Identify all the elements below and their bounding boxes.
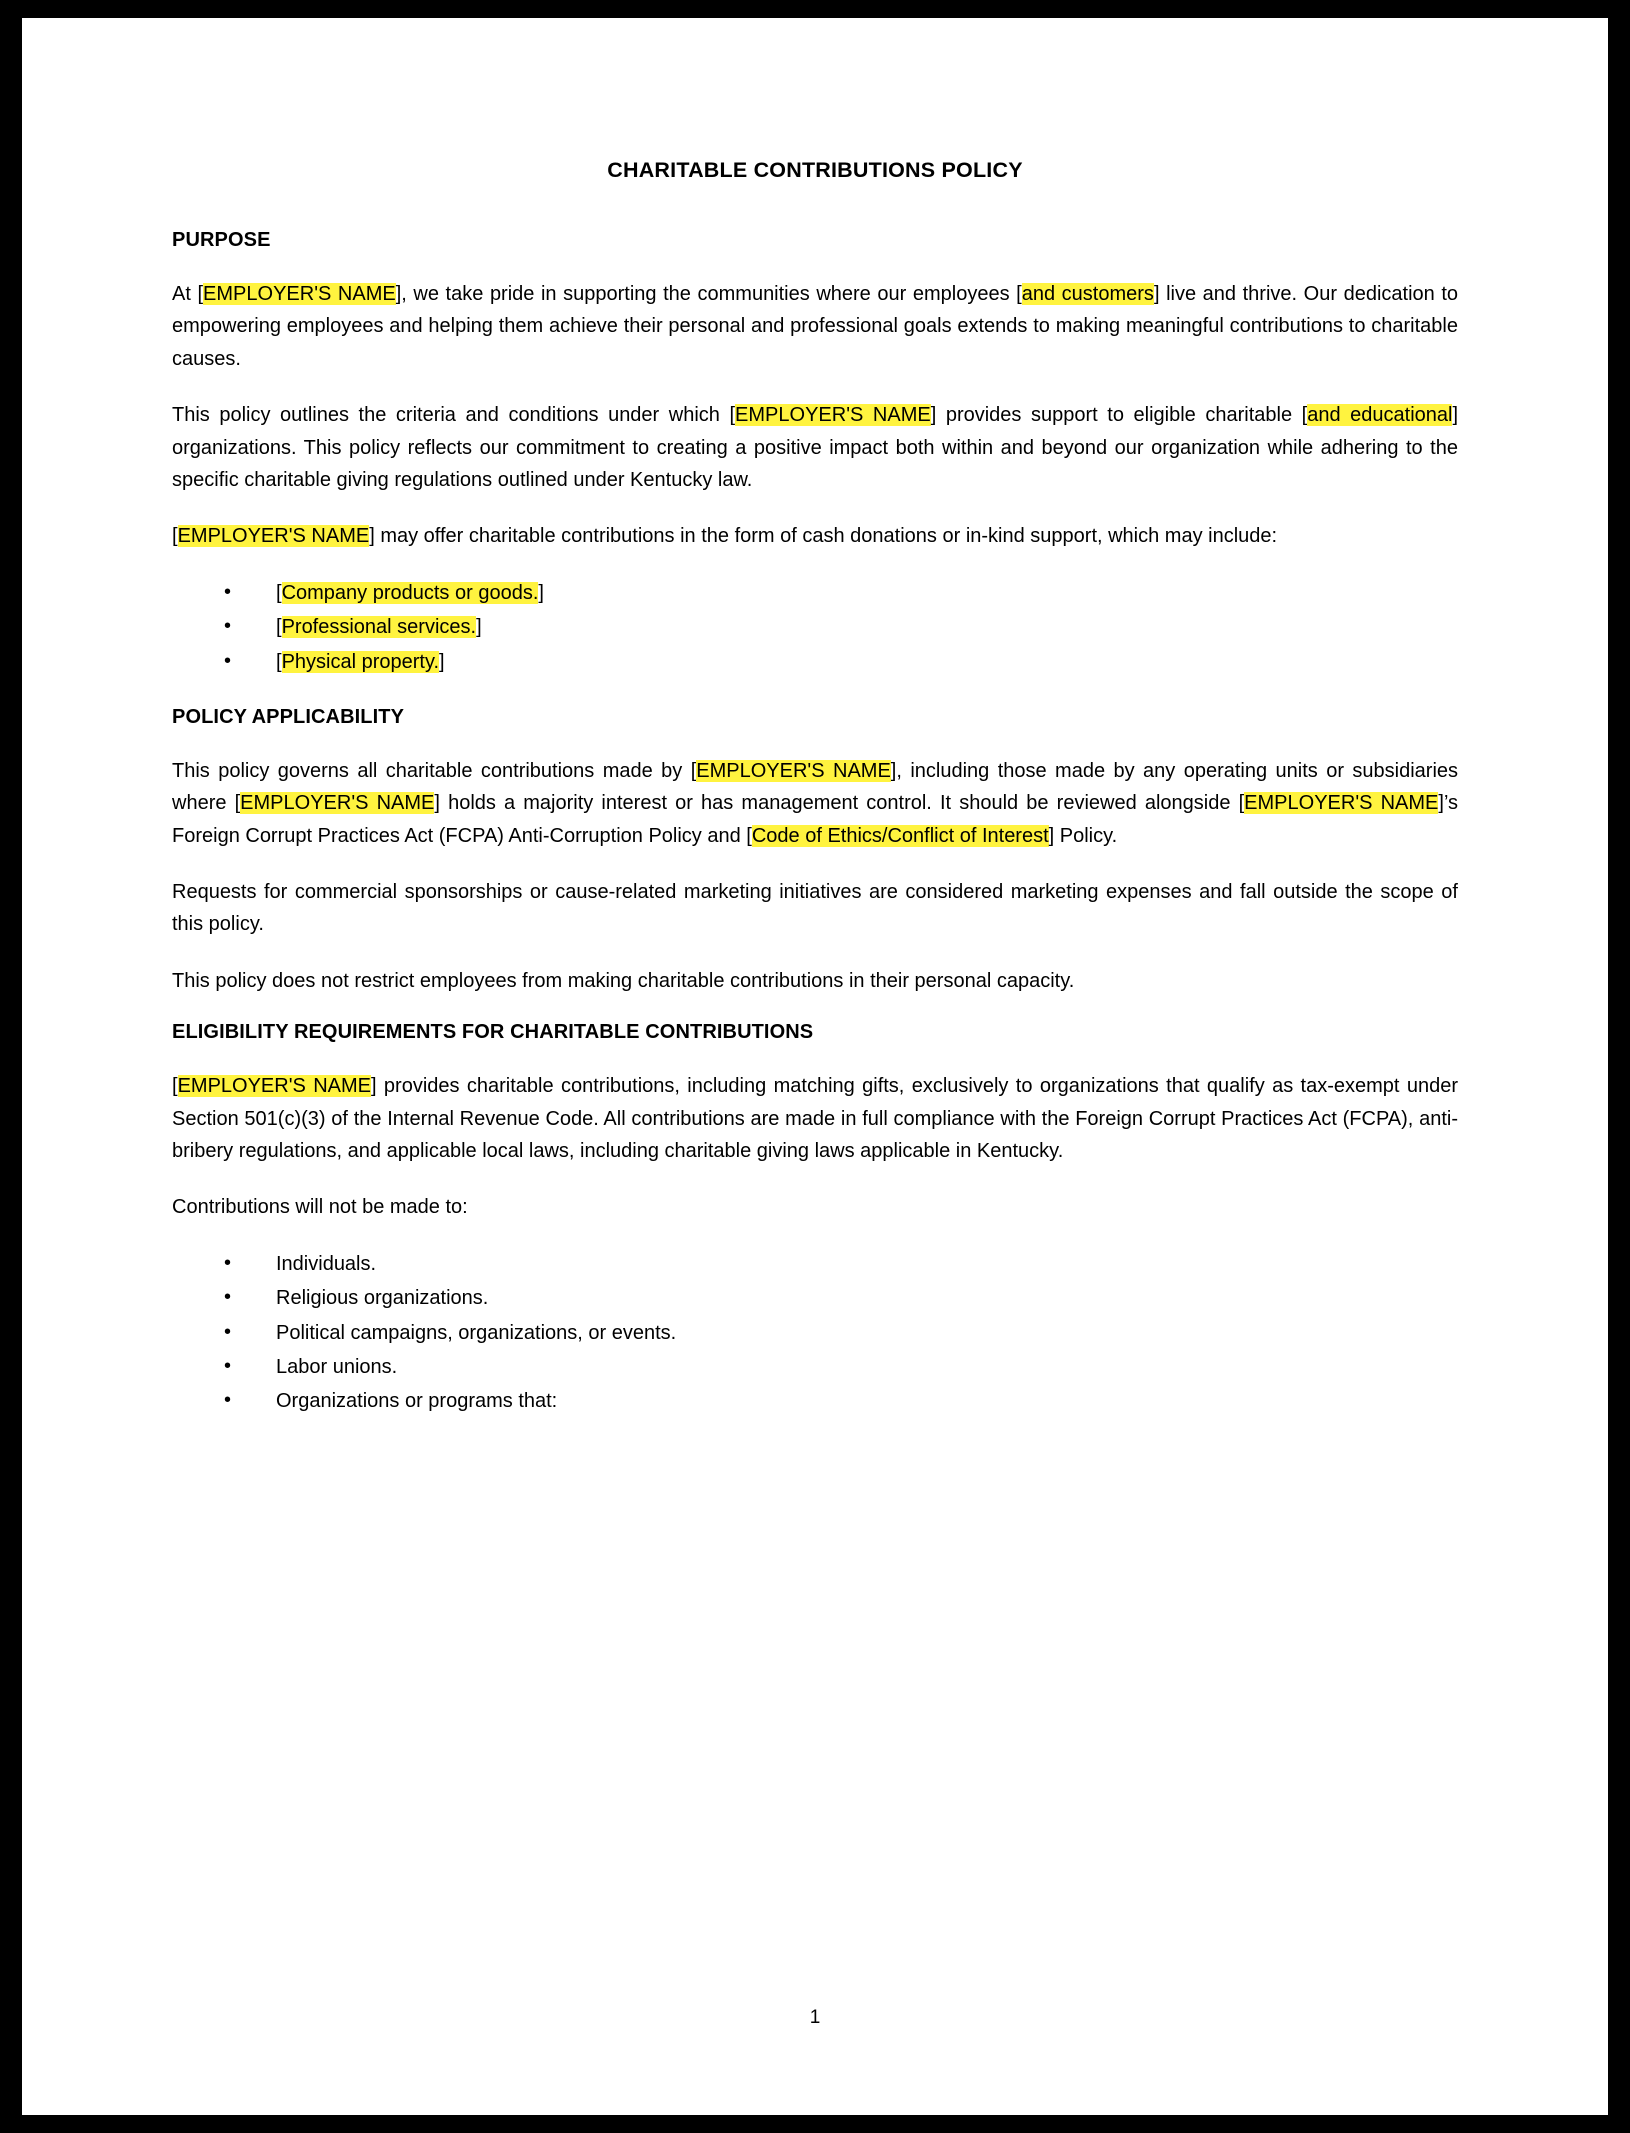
list-item [224, 646, 1458, 678]
list-item: • Individuals. [224, 1248, 1458, 1280]
text-run: ] [476, 616, 482, 639]
placeholder-employers-name: EMPLOYER'S NAME [696, 759, 891, 782]
text-run: ] [538, 581, 544, 604]
placeholder-employers-name: EMPLOYER'S NAME [203, 283, 396, 305]
section-heading-purpose: PURPOSE [172, 229, 271, 251]
eligibility-paragraph-2: Contributions will not be made to: [172, 1196, 468, 1219]
eligibility-paragraph-1 [172, 1070, 1458, 1167]
text-run: ] [439, 650, 445, 673]
placeholder-employers-name: EMPLOYER'S NAME [177, 1075, 372, 1098]
text-run: [ [276, 616, 282, 639]
purpose-paragraph-1 [172, 278, 1458, 375]
page-title: CHARITABLE CONTRIBUTIONS POLICY [607, 158, 1023, 182]
placeholder-and-educational: and educational [1307, 404, 1453, 427]
text-run: ] live and thrive. Our dedication to empowering employees and helping them achieve their personal and professional goals extends to making meaningful contributions to charitable causes. [172, 283, 1459, 370]
placeholder-employers-name: EMPLOYER'S NAME [240, 792, 435, 815]
list-item [224, 611, 1458, 643]
placeholder-and-customers: and customers [1021, 283, 1154, 305]
list-item: • Labor unions. [224, 1351, 1458, 1383]
section-heading-policy-applicability: POLICY APPLICABILITY [172, 705, 405, 728]
text-run: ] provides support to eligible charitable [ [930, 404, 1308, 427]
text-run: ] holds a majority interest or has management control. It should be reviewed alongside [ [434, 792, 1245, 815]
page-number: 1 [809, 2007, 821, 2028]
text-run: ] provides charitable contributions, including matching gifts, exclusively to organizations that qualify as tax-exempt under Section 501(c)(3) of the Internal Revenue Code. All contributions are made in full compliance with the Foreign Corrupt Practices Act (FCPA), anti-bribery regulations, and applicable local laws, including charitable giving laws applicable in Kentucky. [172, 1075, 1459, 1163]
document-page [22, 18, 1608, 2115]
text-run: ] may offer charitable contributions in the form of cash donations or in-kind support, which may include: [369, 525, 1278, 548]
eligibility-bullet-list [172, 1248, 1458, 1418]
text-run: [ [276, 650, 282, 673]
applicability-paragraph-3: This policy does not restrict employees from making charitable contributions in their personal capacity. [172, 969, 1075, 992]
text-run: This policy outlines the criteria and conditions under which [ [172, 404, 736, 427]
placeholder-employers-name: EMPLOYER'S NAME [735, 404, 931, 427]
applicability-paragraph-1 [172, 755, 1458, 852]
placeholder-employers-name: EMPLOYER'S NAME [1244, 792, 1439, 815]
text-run: At [ [172, 283, 204, 305]
text-run: [ [172, 1075, 178, 1098]
text-run: ], we take pride in supporting the communities where our employees [ [395, 283, 1022, 305]
text-run: [ [172, 525, 178, 548]
list-item [224, 577, 1458, 609]
placeholder-company-products: Company products or goods. [281, 581, 539, 604]
applicability-paragraph-2: Requests for commercial sponsorships or cause-related marketing initiatives are considered marketing expenses and fall outside the scope of this policy. [172, 881, 1458, 936]
text-run: ] organizations. This policy reflects our commitment to creating a positive impact both within and beyond our organization while adhering to the specific charitable giving regulations outlined under Kentucky law. [172, 404, 1459, 491]
text-run: ], including those made by any operating units or subsidiaries where [ [172, 759, 1459, 815]
placeholder-code-of-ethics: Code of Ethics/Conflict of Interest [751, 824, 1049, 847]
placeholder-physical-property: Physical property. [281, 650, 440, 673]
placeholder-employers-name: EMPLOYER'S NAME [177, 525, 370, 548]
text-run: This policy governs all charitable contributions made by [ [172, 759, 697, 782]
list-item: • Political campaigns, organizations, or events. [224, 1317, 1458, 1349]
text-run: ]’s Foreign Corrupt Practices Act (FCPA) Anti-Corruption Policy and [ [172, 792, 1459, 847]
section-heading-eligibility: ELIGIBILITY REQUIREMENTS FOR CHARITABLE CONTRIBUTIONS [172, 1021, 814, 1044]
purpose-paragraph-3 [172, 520, 1458, 552]
list-item: • Religious organizations. [224, 1282, 1458, 1314]
purpose-bullet-list [172, 577, 1458, 678]
text-run: ] Policy. [1048, 824, 1118, 847]
purpose-paragraph-2 [172, 399, 1458, 496]
text-run: [ [276, 581, 282, 604]
placeholder-professional-services: Professional services. [281, 616, 477, 639]
list-item: • Organizations or programs that: [224, 1385, 1458, 1417]
